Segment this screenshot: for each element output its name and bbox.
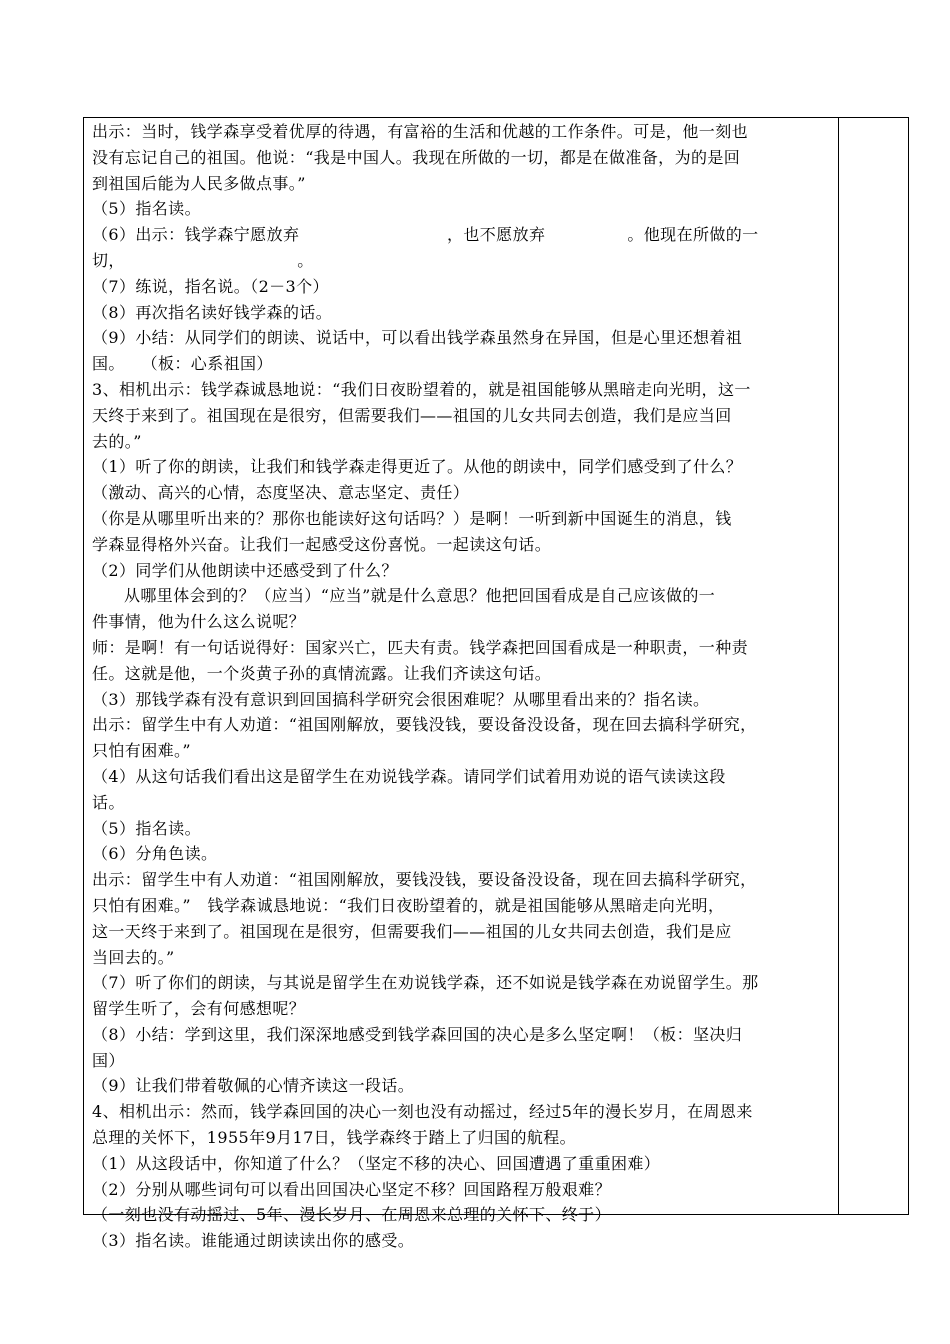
text-line: 学森显得格外兴奋。让我们一起感受这份喜悦。一起读这句话。 (92, 534, 552, 554)
text-line: （6）分角色读。 (92, 844, 218, 864)
text-line: 出示：留学生中有人劝道：“祖国刚解放，要钱没钱，要设备没设备，现在回去搞科学研究， (92, 870, 757, 890)
text-line: 只怕有困难。” (92, 741, 191, 761)
text-line: （2）分别从哪些词句可以看出回国决心坚定不移？回国路程万般艰难？ (92, 1179, 611, 1199)
text-line: （8）再次指名读好钱学森的话。 (92, 302, 333, 322)
text-line: 出示：留学生中有人劝道：“祖国刚解放，要钱没钱，要设备没设备，现在回去搞科学研究， (92, 715, 757, 735)
column-divider (838, 118, 839, 1214)
text-line: 没有忘记自己的祖国。他说：“我是中国人。我现在所做的一切，都是在做准备，为的是回 (92, 147, 741, 167)
text-line: （激动、高兴的心情，态度坚决、意志坚定、责任） (92, 483, 470, 503)
text-line: （6）出示：钱学森宁愿放弃 ，也不愿放弃 。他现在所做的一 (92, 225, 759, 245)
text-line: （7）听了你们的朗读，与其说是留学生在劝说钱学森，还不如说是钱学森在劝说留学生。那 (92, 973, 759, 993)
text-line: 当回去的。” (92, 947, 175, 967)
text-line: （5）指名读。 (92, 818, 201, 838)
notes-cell (840, 118, 908, 1214)
text-line: 总理的关怀下，1955年9月17日，钱学森终于踏上了归国的航程。 (92, 1128, 577, 1148)
text-line: （1）从这段话中，你知道了什么？（坚定不移的决心、回国遭遇了重重困难） (92, 1153, 661, 1173)
lesson-content-cell (92, 119, 836, 1254)
text-line: （7）练说，指名说。（2－3个） (92, 276, 329, 296)
text-line: 话。 (92, 792, 125, 812)
text-line: （9）小结：从同学们的朗读、说话中，可以看出钱学森虽然身在异国，但是心里还想着祖 (92, 328, 743, 348)
text-line: 师：是啊！有一句话说得好：国家兴亡，匹夫有责。钱学森把回国看成是一种职责，一种责 (92, 637, 749, 657)
text-line: （一刻也没有动摇过、5年、漫长岁月、在周恩来总理的关怀下、终于） (92, 1205, 611, 1225)
text-line: 件事情，他为什么这么说呢？ (92, 612, 306, 632)
text-line: 只怕有困难。” 钱学森诚恳地说：“我们日夜盼望着的，就是祖国能够从黑暗走向光明， (92, 895, 725, 915)
text-line: 从哪里体会到的？（应当）“应当”就是什么意思？他把回国看成是自己应该做的一 (124, 586, 716, 606)
text-line: 切， 。 (92, 250, 314, 270)
lesson-table (83, 117, 909, 1251)
text-line: （5）指名读。 (92, 199, 201, 219)
text-line: 这一天终于来到了。祖国现在是很穷，但需要我们——祖国的儿女共同去创造，我们是应 (92, 921, 732, 941)
text-line: 国） (92, 1050, 125, 1070)
text-line: 国。 （板：心系祖国） (92, 354, 273, 374)
text-line: 3、相机出示：钱学森诚恳地说：“我们日夜盼望着的，就是祖国能够从黑暗走向光明，这一 (92, 379, 751, 399)
text-line: 天终于来到了。祖国现在是很穷，但需要我们——祖国的儿女共同去创造，我们是应当回 (92, 405, 732, 425)
text-line: 去的。” (92, 431, 142, 451)
text-line: 4、相机出示：然而，钱学森回国的决心一刻也没有动摇过，经过5年的漫长岁月，在周恩来 (92, 1102, 753, 1122)
text-line: 到祖国后能为人民多做点事。” (92, 173, 306, 193)
text-line: 留学生听了，会有何感想呢？ (92, 999, 306, 1019)
text-line: （3）指名读。谁能通过朗读读出你的感受。 (92, 1231, 415, 1251)
text-line: （8）小结：学到这里，我们深深地感受到钱学森回国的决心是多么坚定啊！（板：坚决归 (92, 1024, 743, 1044)
text-line: （2）同学们从他朗读中还感受到了什么？ (92, 560, 398, 580)
text-line: （3）那钱学森有没有意识到回国搞科学研究会很困难呢？从哪里看出来的？指名读。 (92, 689, 710, 709)
text-line: （9）让我们带着敬佩的心情齐读这一段话。 (92, 1076, 415, 1096)
text-line: （你是从哪里听出来的？那你也能读好这句话吗？）是啊！一听到新中国诞生的消息，钱 (92, 508, 732, 528)
text-line: （1）听了你的朗读，让我们和钱学森走得更近了。从他的朗读中，同学们感受到了什么？ (92, 457, 743, 477)
text-line: 出示：当时，钱学森享受着优厚的待遇，有富裕的生活和优越的工作条件。可是，他一刻也 (92, 122, 749, 141)
text-line: （4）从这句话我们看出这是留学生在劝说钱学森。请同学们试着用劝说的语气读读这段 (92, 766, 726, 786)
text-line: 任。这就是他，一个炎黄子孙的真情流露。让我们齐读这句话。 (92, 663, 552, 683)
